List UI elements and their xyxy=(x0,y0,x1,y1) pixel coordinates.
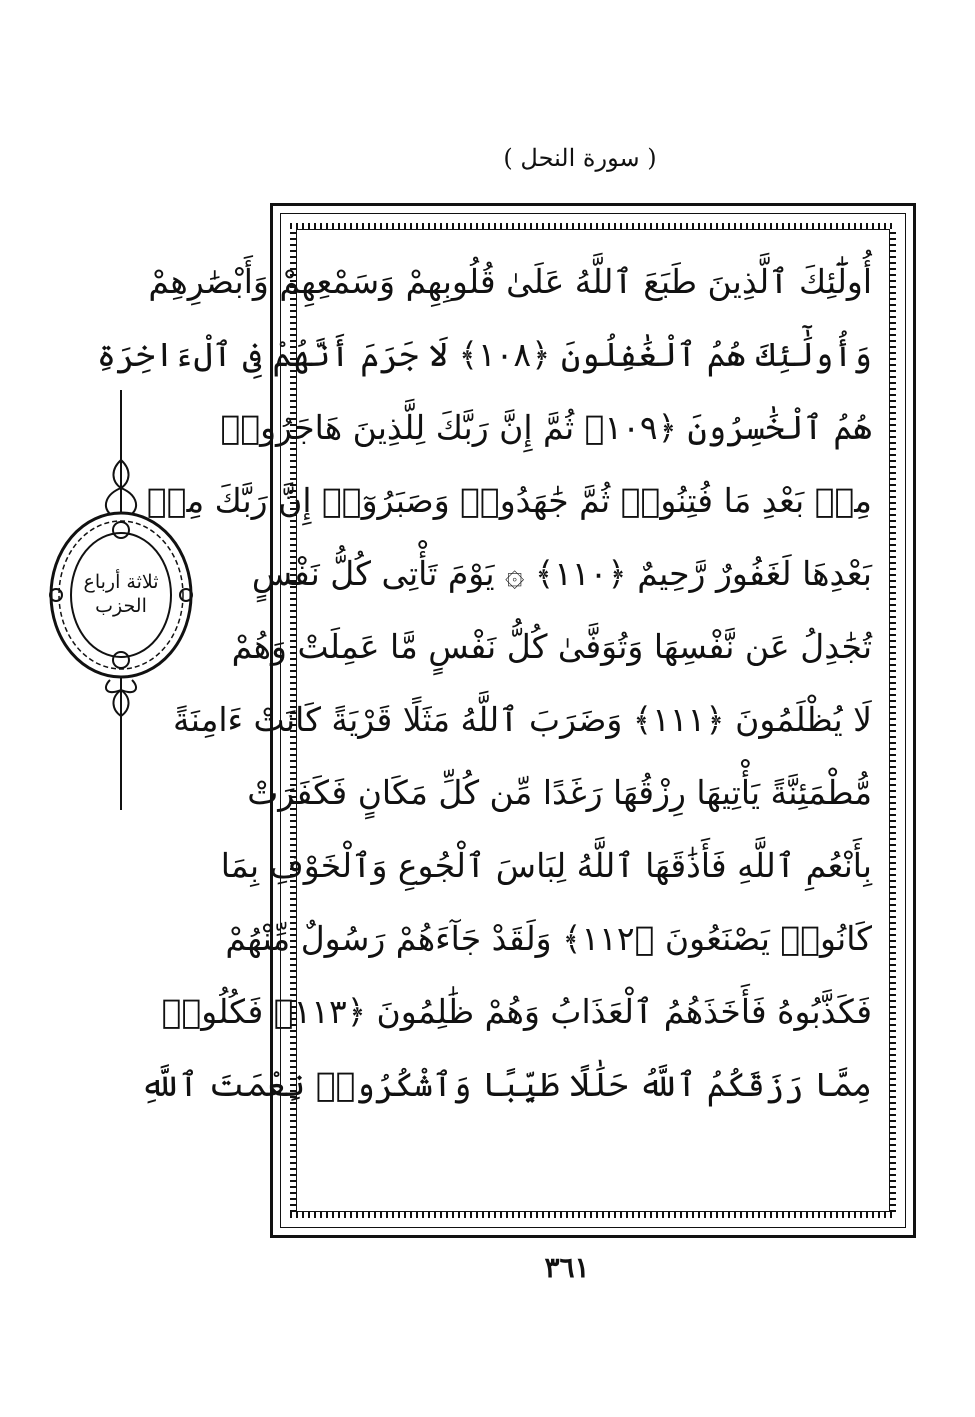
text-line: بَعْدِهَا لَغَفُورٌ رَّحِيمٌ ﴿١١٠﴾ ۞ يَوْمَ تَأْتِى كُلُّ نَفْسٍ xyxy=(251,554,872,593)
text-line: فَكَذَّبُوهُ فَأَخَذَهُمُ ٱلْعَذَابُ وَهُمْ ظَٰلِمُونَ ﴿١١٣﴾ فَكُلُوا۟ xyxy=(161,992,872,1031)
text-line: مِنۢ بَعْدِ مَا فُتِنُوا۟ ثُمَّ جَٰهَدُوا۟ وَصَبَرُوٓا۟ إِنَّ رَبَّكَ مِنۢ xyxy=(146,481,872,520)
text-line: هُمُ ٱلْخَٰسِرُونَ ﴿١٠٩﴾ ثُمَّ إِنَّ رَبَّكَ لِلَّذِينَ هَاجَرُوا۟ xyxy=(220,408,872,447)
text-line: لَا يُظْلَمُونَ ﴿١١١﴾ وَضَرَبَ ٱللَّهُ مَثَلًا قَرْيَةً كَانَتْ ءَامِنَةً xyxy=(173,700,872,739)
text-line: كَانُوا۟ يَصْنَعُونَ ﴿١١٢﴾ وَلَقَدْ جَآءَهُمْ رَسُولٌ مِّنْهُمْ xyxy=(225,919,872,958)
surah-title: ( سورة النحل ) xyxy=(503,144,657,172)
text-line: مُّطْمَئِنَّةً يَأْتِيهَا رِزْقُهَا رَغَدًا مِّن كُلِّ مَكَانٍ فَكَفَرَتْ xyxy=(247,773,872,812)
text-line: بِأَنْعُمِ ٱللَّهِ فَأَذَٰقَهَا ٱللَّهُ لِبَاسَ ٱلْجُوعِ وَٱلْخَوْفِ بِمَا xyxy=(220,846,872,885)
hizb-marker-label: ثلاثة أرباع الحزب xyxy=(83,571,159,617)
text-line: وَأُولَٰٓئِكَ هُمُ ٱلْغَٰفِلُونَ ﴿١٠٨﴾ لَا جَرَمَ أَنَّهُمْ فِى ٱلْءَاخِرَةِ xyxy=(96,335,872,374)
text-line: أُولَٰٓئِكَ ٱلَّذِينَ طَبَعَ ٱللَّهُ عَلَىٰ قُلُوبِهِمْ وَسَمْعِهِمْ وَأَبْصَٰرِهِمْ xyxy=(148,262,872,301)
text-line: تُجَٰدِلُ عَن نَّفْسِهَا وَتُوَفَّىٰ كُلُّ نَفْسٍ مَّا عَمِلَتْ وَهُمْ xyxy=(231,627,872,666)
page-number: ٣٦١ xyxy=(544,1251,590,1284)
text-line: مِمَّا رَزَقَكُمُ ٱللَّهُ حَلَٰلًا طَيِّبًا وَٱشْكُرُوا۟ نِعْمَتَ ٱللَّهِ xyxy=(140,1065,872,1104)
